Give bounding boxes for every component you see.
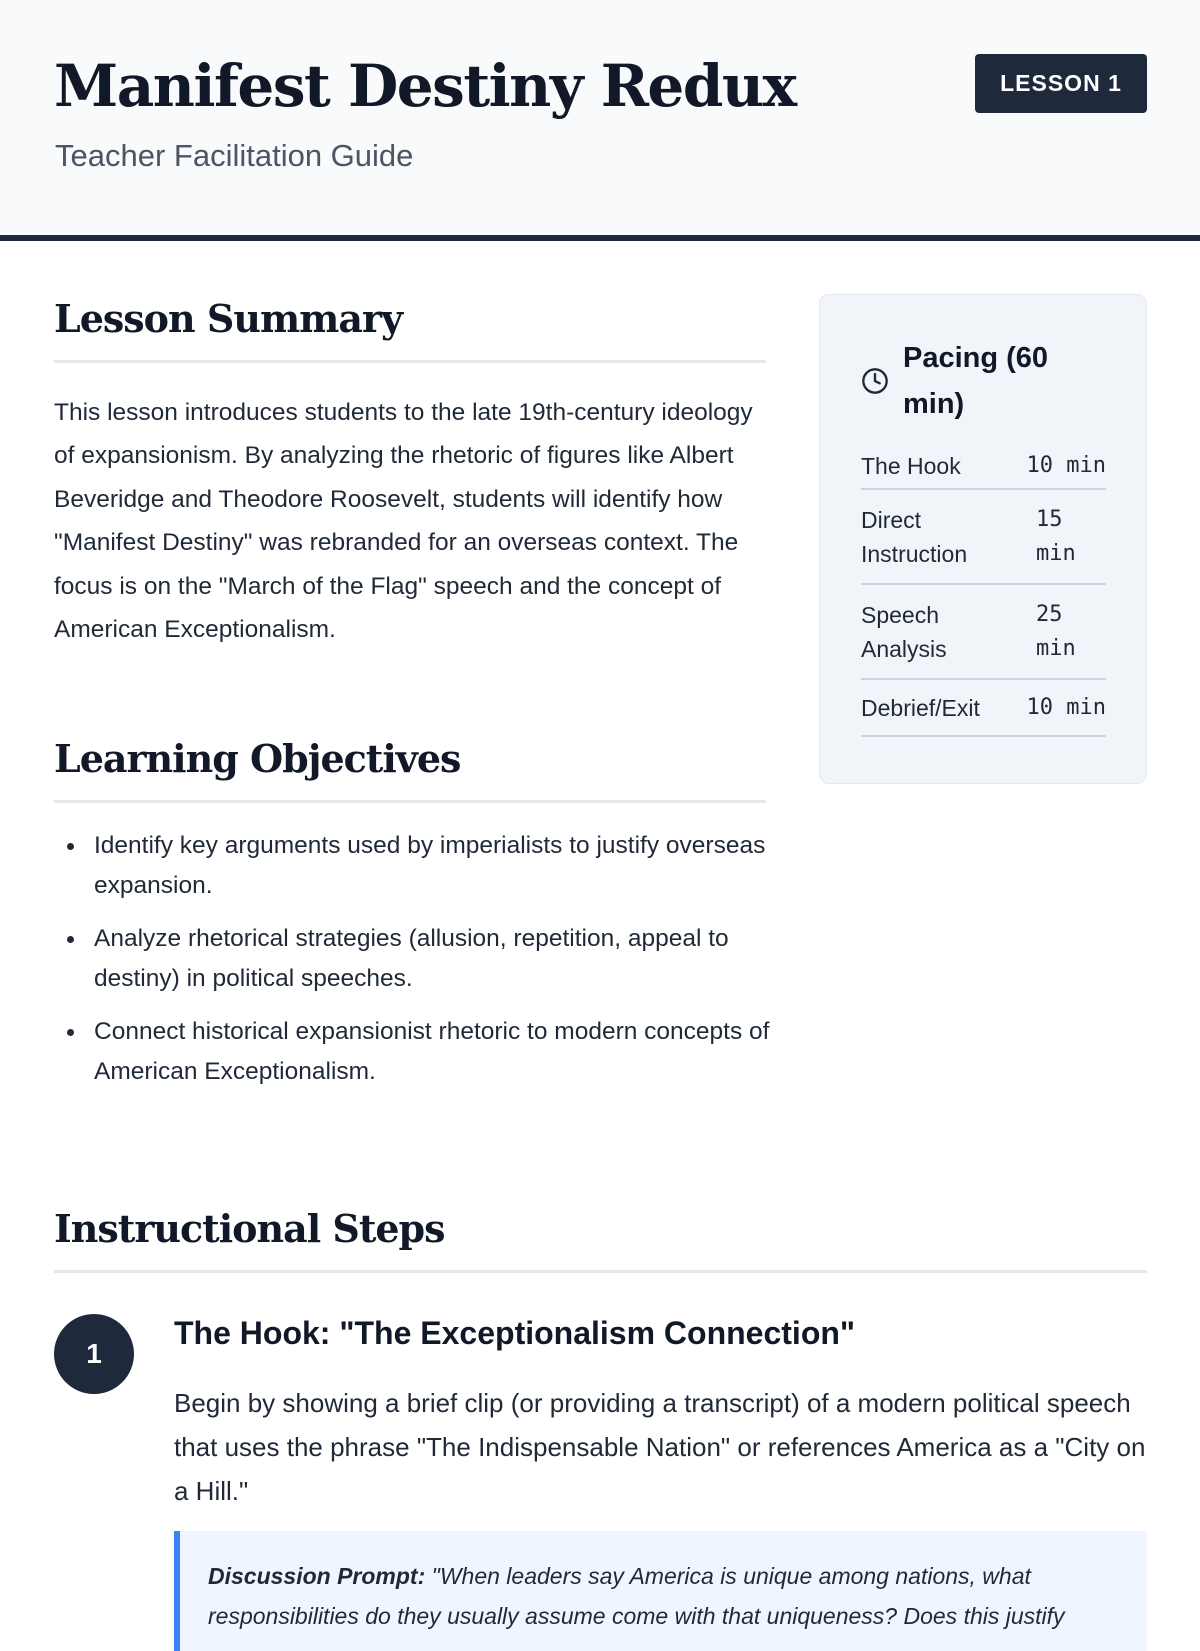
pacing-duration: 15 min (1036, 506, 1076, 566)
page-header (0, 0, 1200, 241)
lesson-badge: LESSON 1 (975, 54, 1147, 113)
pacing-row (861, 490, 1106, 585)
summary-heading: Lesson Summary (54, 296, 403, 341)
step-body: Begin by showing a brief clip (or providing a transcript) of a modern political speech that uses the phrase "The Indispensable Nation" or references America as a "City on a Hill." (174, 1388, 1146, 1506)
pacing-duration: 10 min (1026, 694, 1106, 720)
clock-icon (861, 367, 889, 395)
summary-text: This lesson introduces students to the late 19th-century ideology of expansionism. By analyzing the rhetoric of figures like Albert Beveridge and Theodore Roosevelt, students will identify how "Manifest Destiny" was rebranded for an overseas context. The focus is on the "March of the Flag" speech and the concept of American Exceptionalism. (54, 399, 753, 644)
objective-text: Identify key arguments used by imperialists to justify overseas expansion. (94, 832, 766, 899)
pacing-activity: Speech Analysis (861, 601, 947, 662)
step-number: 1 (54, 1314, 134, 1394)
discussion-prompt (174, 1531, 1147, 1651)
list-item (54, 919, 774, 999)
objectives-list (54, 826, 774, 1105)
page-title: Manifest Destiny Redux (54, 52, 796, 120)
pacing-title: Pacing (60 min) (903, 342, 1049, 420)
bullet-icon (67, 843, 74, 850)
prompt-label: Discussion Prompt: (208, 1563, 426, 1589)
bullet-icon (67, 936, 74, 943)
pacing-row (861, 585, 1106, 680)
summary-divider (54, 360, 766, 363)
pacing-row (861, 443, 1106, 490)
prompt-text: "When leaders say America is unique among nations, what responsibilities do they usually assume come with that uniqueness? Does this justify (208, 1563, 1065, 1629)
pacing-activity: Direct Instruction (861, 506, 968, 567)
objective-text: Connect historical expansionist rhetoric to modern concepts of American Exceptionalism. (94, 1018, 770, 1085)
pacing-row (861, 680, 1106, 737)
objectives-divider (54, 800, 766, 803)
pacing-duration: 10 min (1026, 452, 1106, 478)
objective-text: Analyze rhetorical strategies (allusion, repetition, appeal to destiny) in political speeches. (94, 925, 729, 992)
steps-heading: Instructional Steps (54, 1206, 445, 1251)
page-subtitle: Teacher Facilitation Guide (55, 138, 414, 173)
pacing-activity: Debrief/Exit (861, 694, 980, 721)
bullet-icon (67, 1029, 74, 1036)
step-title: The Hook: "The Exceptionalism Connection" (174, 1315, 856, 1351)
pacing-duration: 25 min (1036, 601, 1076, 661)
steps-divider (54, 1270, 1147, 1273)
list-item (54, 826, 774, 906)
pacing-activity: The Hook (861, 452, 961, 479)
list-item (54, 1012, 774, 1092)
objectives-heading: Learning Objectives (54, 736, 461, 781)
pacing-card (819, 294, 1147, 784)
